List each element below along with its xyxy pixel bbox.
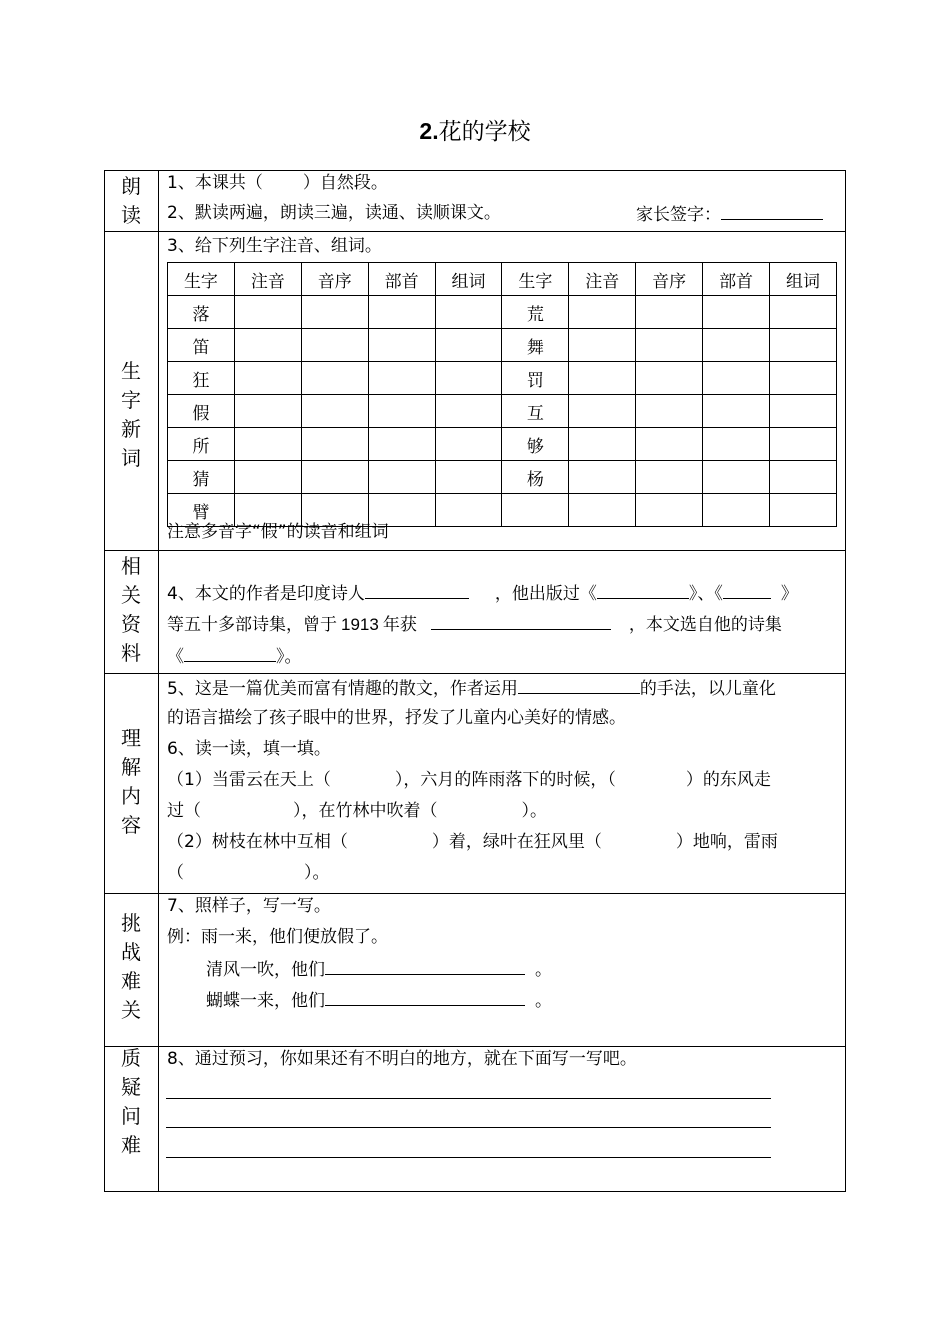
writing-line[interactable] xyxy=(166,1098,771,1099)
sentence-blank-2[interactable] xyxy=(325,987,525,1006)
poet-blank[interactable] xyxy=(365,580,469,599)
char-cell: 杨 xyxy=(502,461,569,494)
header-cell: 组词 xyxy=(435,263,502,296)
question-4-line-2: 等五十多部诗集，曾于 1913 年获 ，本文选自他的诗集 xyxy=(167,611,782,637)
question-6-2-line-1: （2）树枝在林中互相（ ）着，绿叶在狂风里（ ）地响，雷雨 xyxy=(167,832,778,852)
row-divider-info xyxy=(104,550,846,551)
word-cell[interactable] xyxy=(435,461,502,494)
book1-blank[interactable] xyxy=(597,580,689,599)
radical-cell[interactable] xyxy=(703,494,770,527)
pinyin-cell[interactable] xyxy=(234,395,301,428)
radical-cell[interactable] xyxy=(703,296,770,329)
question-6-1-line-2: 过（ ），在竹林中吹着（ ）。 xyxy=(167,801,547,821)
section-label-info: 相 关 资 料 xyxy=(121,554,141,665)
table-row xyxy=(168,461,837,494)
char-cell: 臂 xyxy=(168,494,235,527)
collection-blank[interactable] xyxy=(184,643,276,662)
parent-signature[interactable]: 家长签字： xyxy=(636,201,823,227)
header-cell: 生字 xyxy=(502,263,569,296)
table-row xyxy=(168,362,837,395)
table-row xyxy=(168,428,837,461)
writing-line[interactable] xyxy=(166,1127,771,1128)
book2-blank[interactable] xyxy=(723,580,771,599)
question-6-2-line-2: （ ）。 xyxy=(167,863,330,883)
row-divider-words xyxy=(104,231,846,232)
prize-blank[interactable] xyxy=(431,611,611,630)
word-cell[interactable] xyxy=(770,362,837,395)
radical-cell[interactable] xyxy=(368,329,435,362)
word-cell[interactable] xyxy=(770,395,837,428)
polyphone-note: 注意多音字“假”的读音和组词 xyxy=(167,522,389,542)
title-number: 2. xyxy=(419,118,439,144)
word-cell[interactable] xyxy=(435,296,502,329)
pinyin-cell[interactable] xyxy=(569,494,636,527)
word-cell[interactable] xyxy=(770,461,837,494)
question-7-item-2: 蝴蝶一来，他们 。 xyxy=(206,987,552,1013)
radical-cell[interactable] xyxy=(703,362,770,395)
radical-cell[interactable] xyxy=(368,428,435,461)
technique-blank[interactable] xyxy=(518,675,640,694)
page-title xyxy=(0,114,950,149)
label-column-divider xyxy=(158,170,159,1192)
radical-cell[interactable] xyxy=(703,461,770,494)
order-cell[interactable] xyxy=(636,329,703,362)
word-cell[interactable] xyxy=(435,428,502,461)
word-cell[interactable] xyxy=(435,362,502,395)
radical-cell[interactable] xyxy=(368,362,435,395)
section-label-question: 质 疑 问 难 xyxy=(121,1046,141,1157)
char-cell xyxy=(502,494,569,527)
pinyin-cell[interactable] xyxy=(234,296,301,329)
table-row xyxy=(168,329,837,362)
word-cell[interactable] xyxy=(770,494,837,527)
char-cell: 狂 xyxy=(168,362,235,395)
char-cell: 猜 xyxy=(168,461,235,494)
section-label-words: 生 字 新 词 xyxy=(121,359,141,470)
order-cell[interactable] xyxy=(636,362,703,395)
sentence-blank-1[interactable] xyxy=(325,956,525,975)
order-cell[interactable] xyxy=(636,296,703,329)
order-cell[interactable] xyxy=(636,395,703,428)
header-cell: 生字 xyxy=(168,263,235,296)
word-cell[interactable] xyxy=(435,395,502,428)
char-cell: 互 xyxy=(502,395,569,428)
char-cell: 罚 xyxy=(502,362,569,395)
section-label-challenge: 挑 战 难 关 xyxy=(121,911,141,1022)
question-5-line-1: 5、这是一篇优美而富有情趣的散文，作者运用 的手法，以儿童化 xyxy=(167,675,776,701)
order-cell[interactable] xyxy=(301,395,368,428)
question-5-line-2: 的语言描绘了孩子眼中的世界，抒发了儿童内心美好的情感。 xyxy=(167,708,626,728)
question-2: 2、默读两遍，朗读三遍，读通、读顺课文。 xyxy=(167,203,501,223)
pinyin-cell[interactable] xyxy=(569,296,636,329)
header-cell: 音序 xyxy=(636,263,703,296)
word-cell[interactable] xyxy=(770,296,837,329)
signature-blank xyxy=(721,201,823,220)
pinyin-cell[interactable] xyxy=(569,329,636,362)
char-cell: 笛 xyxy=(168,329,235,362)
radical-cell[interactable] xyxy=(368,395,435,428)
pinyin-cell[interactable] xyxy=(234,461,301,494)
table-row xyxy=(168,395,837,428)
title-text: 花的学校 xyxy=(438,119,531,145)
pinyin-cell[interactable] xyxy=(569,395,636,428)
order-cell[interactable] xyxy=(636,494,703,527)
order-cell[interactable] xyxy=(636,461,703,494)
pinyin-cell[interactable] xyxy=(234,362,301,395)
pinyin-cell[interactable] xyxy=(569,428,636,461)
table-header-row xyxy=(168,263,837,296)
pinyin-cell[interactable] xyxy=(234,329,301,362)
pinyin-cell[interactable] xyxy=(234,428,301,461)
header-cell: 音序 xyxy=(301,263,368,296)
question-4-line-3: 《 》。 xyxy=(167,643,302,669)
order-cell[interactable] xyxy=(301,461,368,494)
radical-cell[interactable] xyxy=(703,428,770,461)
header-cell: 注音 xyxy=(234,263,301,296)
question-7: 7、照样子，写一写。 xyxy=(167,896,331,916)
char-cell: 荒 xyxy=(502,296,569,329)
section-label-read: 朗 读 xyxy=(121,174,141,227)
order-cell[interactable] xyxy=(301,329,368,362)
row-divider-understand xyxy=(104,673,846,674)
char-cell: 假 xyxy=(168,395,235,428)
word-cell[interactable] xyxy=(770,329,837,362)
question-6: 6、读一读，填一填。 xyxy=(167,739,331,759)
header-cell: 部首 xyxy=(703,263,770,296)
section-label-understand: 理 解 内 容 xyxy=(121,726,141,837)
char-cell: 够 xyxy=(502,428,569,461)
header-cell: 组词 xyxy=(770,263,837,296)
char-cell: 落 xyxy=(168,296,235,329)
question-7-example: 例：雨一来，他们便放假了。 xyxy=(167,927,388,947)
char-cell: 舞 xyxy=(502,329,569,362)
radical-cell[interactable] xyxy=(368,296,435,329)
pinyin-cell[interactable] xyxy=(569,461,636,494)
header-cell: 注音 xyxy=(569,263,636,296)
word-cell[interactable] xyxy=(435,494,502,527)
question-3: 3、给下列生字注音、组词。 xyxy=(167,236,382,256)
radical-cell[interactable] xyxy=(703,329,770,362)
order-cell[interactable] xyxy=(301,296,368,329)
word-cell[interactable] xyxy=(770,428,837,461)
question-7-item-1: 清风一吹，他们 。 xyxy=(206,956,552,982)
question-1: 1、本课共（ ）自然段。 xyxy=(167,173,388,193)
radical-cell[interactable] xyxy=(703,395,770,428)
pinyin-cell[interactable] xyxy=(569,362,636,395)
order-cell[interactable] xyxy=(301,362,368,395)
char-cell: 所 xyxy=(168,428,235,461)
word-cell[interactable] xyxy=(435,329,502,362)
question-6-1-line-1: （1）当雷云在天上（ ），六月的阵雨落下的时候，（ ）的东风走 xyxy=(167,770,771,790)
table-row xyxy=(168,296,837,329)
header-cell: 部首 xyxy=(368,263,435,296)
question-4-line-1: 4、本文的作者是印度诗人 ，他出版过《 》、《 》 xyxy=(167,580,798,606)
question-8: 8、通过预习，你如果还有不明白的地方，就在下面写一写吧。 xyxy=(167,1049,637,1069)
order-cell[interactable] xyxy=(301,428,368,461)
radical-cell[interactable] xyxy=(368,461,435,494)
writing-line[interactable] xyxy=(166,1157,771,1158)
character-table xyxy=(167,262,837,527)
order-cell[interactable] xyxy=(636,428,703,461)
